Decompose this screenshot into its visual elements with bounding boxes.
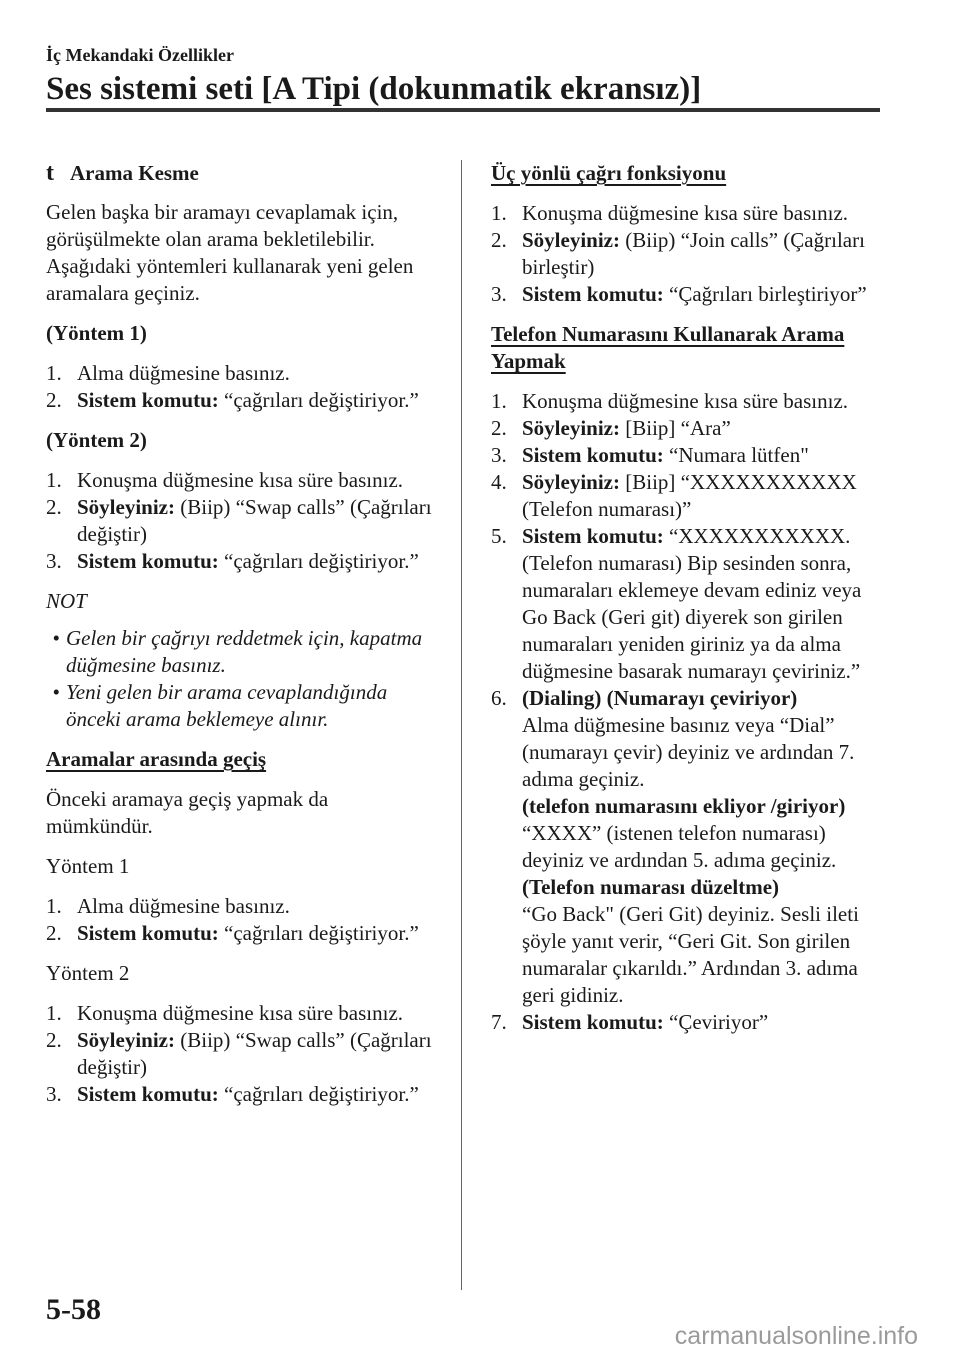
step-content: Alma düğmesine basınız veya “Dial” (numarayı çevir) deyiniz ve ardından 7. adıma geçiniz. bbox=[522, 713, 855, 791]
step-content: Alma düğmesine basınız. bbox=[77, 894, 290, 918]
step-text bbox=[77, 1000, 434, 1027]
step-label: (Telefon numarası düzeltme) bbox=[522, 875, 780, 899]
step-text bbox=[77, 494, 434, 548]
step-content: Konuşma düğmesine kısa süre basınız. bbox=[77, 1001, 404, 1025]
hold-heading bbox=[46, 160, 434, 187]
step-content: “Çeviriyor” bbox=[663, 1010, 769, 1034]
step-text bbox=[77, 1081, 434, 1108]
step-content: Konuşma düğmesine kısa süre basınız. bbox=[77, 468, 404, 492]
step-number: 2. bbox=[491, 228, 507, 252]
bullet-icon: • bbox=[52, 680, 60, 704]
step-content: “Numara lütfen" bbox=[663, 443, 809, 467]
step-content: “çağrıları değiştiriyor.” bbox=[218, 921, 419, 945]
step-text bbox=[522, 388, 879, 415]
step-number: 2. bbox=[46, 495, 62, 519]
step-label: Sistem komutu: bbox=[77, 1082, 219, 1106]
list-item bbox=[46, 494, 434, 548]
list-item bbox=[491, 388, 879, 415]
list-item bbox=[491, 281, 879, 308]
page-title: Ses sistemi seti [A Tipi (dokunmatik ekransız)] bbox=[46, 71, 702, 107]
switch-method2-steps bbox=[46, 1000, 434, 1108]
step-label: Sistem komutu: bbox=[77, 921, 219, 945]
step-number: 2. bbox=[46, 388, 62, 412]
column-divider bbox=[461, 160, 462, 1290]
step-text bbox=[522, 415, 879, 442]
step-text bbox=[522, 469, 879, 523]
note-text: Yeni gelen bir arama cevaplandığında önceki arama beklemeye alınır. bbox=[66, 680, 388, 731]
step-label: Söyleyiniz: bbox=[522, 470, 620, 494]
step-content: [Biip] “XXXXXXXXXXX (Telefon numarası)” bbox=[522, 470, 857, 521]
step-label: Söyleyiniz: bbox=[522, 416, 620, 440]
step-content: “çağrıları değiştiriyor.” bbox=[218, 1082, 419, 1106]
step-number: 5. bbox=[491, 524, 507, 548]
watermark: carmanualsonline.info bbox=[674, 1322, 918, 1350]
step-number: 2. bbox=[46, 921, 62, 945]
step-content: “Go Back" (Geri Git) deyiniz. Sesli ileti şöyle yanıt verir, “Geri Git. Son girilen numaralar çıkarıldı.” Ardından 3. adıma geri gidiniz. bbox=[522, 902, 859, 1007]
step-label: Sistem komutu: bbox=[77, 549, 219, 573]
list-item bbox=[46, 1027, 434, 1081]
step-text bbox=[77, 1027, 434, 1081]
step-number: 1. bbox=[491, 201, 507, 225]
step-label: Söyleyiniz: bbox=[522, 228, 620, 252]
list-item bbox=[491, 1009, 879, 1036]
step-label: Sistem komutu: bbox=[522, 524, 664, 548]
step-number: 3. bbox=[46, 549, 62, 573]
section-marker-icon: t bbox=[46, 160, 54, 186]
step-text bbox=[522, 227, 879, 281]
note-item bbox=[46, 625, 434, 679]
step-number: 2. bbox=[46, 1028, 62, 1052]
step-content: [Biip] “Ara” bbox=[620, 416, 731, 440]
switch-heading: Aramalar arasında geçiş bbox=[46, 747, 267, 771]
step-content: “çağrıları değiştiriyor.” bbox=[218, 549, 419, 573]
step-number: 4. bbox=[491, 470, 507, 494]
step-number: 3. bbox=[491, 282, 507, 306]
step-content: “XXXX” (istenen telefon numarası) deyiniz ve ardından 5. adıma geçiniz. bbox=[522, 821, 837, 872]
list-item bbox=[46, 1000, 434, 1027]
section-label: İç Mekandaki Özellikler bbox=[46, 45, 234, 65]
list-item bbox=[46, 920, 434, 947]
step-text bbox=[77, 360, 434, 387]
hold-method1-steps bbox=[46, 360, 434, 414]
hold-title: Arama Kesme bbox=[70, 161, 199, 185]
step-number: 1. bbox=[491, 389, 507, 413]
list-item bbox=[46, 387, 434, 414]
list-item bbox=[46, 1081, 434, 1108]
step-content: (Biip) “Swap calls” (Çağrıları değiştir) bbox=[77, 495, 432, 546]
step-label: Söyleyiniz: bbox=[77, 1028, 175, 1052]
step-content: “Çağrıları birleştiriyor” bbox=[663, 282, 867, 306]
right-column bbox=[491, 160, 879, 1049]
note-title: NOT bbox=[46, 589, 87, 613]
step-text bbox=[522, 281, 879, 308]
step-content: “XXXXXXXXXXX. (Telefon numarası) Bip sesinden sonra, numaraları eklemeye devam ediniz veya Go Back (Geri git) diyerek son girilen numaraları yeniden giriniz ya da alma düğmesine basarak numarayı çeviriniz.” bbox=[522, 524, 862, 683]
step-label: Sistem komutu: bbox=[522, 282, 664, 306]
step-content: Alma düğmesine basınız. bbox=[77, 361, 290, 385]
list-item bbox=[46, 893, 434, 920]
page-header bbox=[46, 44, 880, 110]
step-label: (telefon numarasını ekliyor /giriyor) bbox=[522, 794, 846, 818]
list-item bbox=[491, 469, 879, 523]
step-label: Sistem komutu: bbox=[77, 388, 219, 412]
switch-method2-title: Yöntem 2 bbox=[46, 961, 130, 985]
list-item bbox=[491, 523, 879, 685]
hold-intro: Gelen başka bir aramayı cevaplamak için, görüşülmekte olan arama bekletilebilir. Aşağıdaki yöntemleri kullanarak yeni gelen aramalara geçiniz. bbox=[46, 200, 414, 305]
header-rule bbox=[46, 108, 880, 112]
left-column bbox=[46, 160, 434, 1121]
switch-method1-steps bbox=[46, 893, 434, 947]
step-content: Konuşma düğmesine kısa süre basınız. bbox=[522, 389, 849, 413]
step-number: 6. bbox=[491, 686, 507, 710]
step-text bbox=[77, 467, 434, 494]
note-item bbox=[46, 679, 434, 733]
list-item bbox=[491, 227, 879, 281]
step-text bbox=[77, 920, 434, 947]
dial-steps bbox=[491, 388, 879, 1036]
step-text bbox=[522, 523, 879, 685]
step-text bbox=[522, 685, 879, 1009]
step-number: 1. bbox=[46, 468, 62, 492]
step-number: 3. bbox=[46, 1082, 62, 1106]
step-number: 7. bbox=[491, 1010, 507, 1034]
bullet-icon: • bbox=[52, 626, 60, 650]
switch-intro: Önceki aramaya geçiş yapmak da mümkündür. bbox=[46, 787, 329, 838]
list-item bbox=[491, 415, 879, 442]
list-item bbox=[491, 685, 879, 1009]
hold-method1-title: (Yöntem 1) bbox=[46, 321, 147, 345]
hold-method2-title: (Yöntem 2) bbox=[46, 428, 147, 452]
list-item bbox=[46, 548, 434, 575]
step-content: Konuşma düğmesine kısa süre basınız. bbox=[522, 201, 849, 225]
three-way-steps bbox=[491, 200, 879, 308]
step-content: (Biip) “Swap calls” (Çağrıları değiştir) bbox=[77, 1028, 432, 1079]
page-number: 5-58 bbox=[46, 1293, 101, 1326]
switch-method1-title: Yöntem 1 bbox=[46, 854, 130, 878]
list-item bbox=[46, 467, 434, 494]
step-text bbox=[522, 200, 879, 227]
dial-heading: Telefon Numarasını Kullanarak Arama Yapmak bbox=[491, 322, 845, 373]
list-item bbox=[491, 442, 879, 469]
step-content: (Biip) “Join calls” (Çağrıları birleştir) bbox=[522, 228, 865, 279]
step-label: Sistem komutu: bbox=[522, 443, 664, 467]
step-label: Sistem komutu: bbox=[522, 1010, 664, 1034]
hold-method2-steps bbox=[46, 467, 434, 575]
step-label: (Dialing) (Numarayı çeviriyor) bbox=[522, 686, 798, 710]
step-text bbox=[77, 387, 434, 414]
list-item bbox=[46, 360, 434, 387]
step-number: 1. bbox=[46, 1001, 62, 1025]
step-text bbox=[77, 893, 434, 920]
step-number: 1. bbox=[46, 361, 62, 385]
step-text bbox=[522, 1009, 879, 1036]
note-list bbox=[46, 625, 434, 733]
step-number: 3. bbox=[491, 443, 507, 467]
step-number: 2. bbox=[491, 416, 507, 440]
step-number: 1. bbox=[46, 894, 62, 918]
note-text: Gelen bir çağrıyı reddetmek için, kapatma düğmesine basınız. bbox=[66, 626, 423, 677]
step-text bbox=[77, 548, 434, 575]
step-label: Söyleyiniz: bbox=[77, 495, 175, 519]
step-text bbox=[522, 442, 879, 469]
three-way-heading: Üç yönlü çağrı fonksiyonu bbox=[491, 161, 727, 185]
list-item bbox=[491, 200, 879, 227]
step-content: “çağrıları değiştiriyor.” bbox=[218, 388, 419, 412]
